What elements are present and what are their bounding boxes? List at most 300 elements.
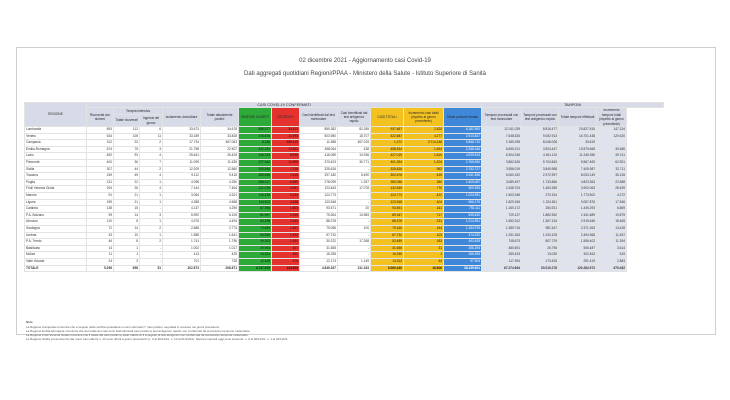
col-header-casi-molecolare: Casi identificati dal test molecolare bbox=[300, 108, 338, 127]
value-cell: 1.017 bbox=[201, 245, 239, 252]
value-cell: 16.701.438 bbox=[559, 133, 597, 140]
value-cell: 154 bbox=[404, 225, 444, 232]
region-name-cell: Puglia bbox=[25, 179, 87, 186]
value-cell: 2.919.646 bbox=[559, 219, 597, 226]
table-row bbox=[25, 153, 664, 160]
value-cell: 183 bbox=[404, 239, 444, 246]
value-cell: 12.174 bbox=[300, 258, 338, 265]
value-cell: 2.688 bbox=[163, 225, 201, 232]
value-cell: 937.667 bbox=[371, 127, 404, 134]
value-cell: 3.201 bbox=[201, 192, 239, 199]
value-cell: 289.433 bbox=[482, 252, 522, 259]
region-name-cell: Umbria bbox=[25, 232, 87, 239]
col-header-dimessi-guariti: DIMESSI/ GUARITI bbox=[239, 108, 272, 127]
value-cell: 2 bbox=[140, 166, 163, 173]
value-cell: 492 bbox=[272, 252, 300, 259]
value-cell: 1 bbox=[114, 245, 140, 252]
value-cell: 10.936 bbox=[338, 153, 371, 160]
value-cell: 280.056 bbox=[371, 179, 404, 186]
value-cell: 10 bbox=[114, 232, 140, 239]
value-cell: 44 bbox=[404, 258, 444, 265]
value-cell: - bbox=[338, 232, 371, 239]
table-row bbox=[25, 146, 664, 153]
value-cell: 46 bbox=[87, 239, 114, 246]
value-cell: 3.614 bbox=[597, 245, 627, 252]
value-cell: 1.552.512 bbox=[482, 219, 522, 226]
value-cell: 506.487 bbox=[559, 245, 597, 252]
value-cell: 729.137 bbox=[482, 212, 522, 219]
value-cell: 202.873 bbox=[163, 265, 201, 272]
table-row bbox=[25, 206, 664, 213]
value-cell: 9.052.913 bbox=[522, 133, 559, 140]
value-cell: 17.268 bbox=[338, 239, 371, 246]
value-cell: 404 bbox=[404, 199, 444, 206]
table-row bbox=[25, 219, 664, 226]
value-cell: 416.089 bbox=[300, 153, 338, 160]
value-cell: 1.741 bbox=[163, 239, 201, 246]
value-cell: 32.711 bbox=[597, 166, 627, 173]
value-cell: 717 bbox=[404, 212, 444, 219]
value-cell: 4 bbox=[140, 186, 163, 193]
value-cell: 2.611.689 bbox=[559, 212, 597, 219]
value-cell: 1.154.978 bbox=[444, 225, 482, 232]
value-cell: 38.139.601 bbox=[444, 265, 482, 272]
value-cell: 22 bbox=[114, 179, 140, 186]
value-cell: 7.405.987 bbox=[559, 166, 597, 173]
value-cell: 21 bbox=[114, 192, 140, 199]
value-cell: 28.499 bbox=[597, 186, 627, 193]
value-cell: 67.732 bbox=[371, 232, 404, 239]
value-cell: 5.296 bbox=[87, 265, 114, 272]
col-header-isolamento: Isolamento domiciliare bbox=[163, 108, 201, 127]
value-cell: 105 bbox=[114, 133, 140, 140]
value-cell: 9.416 bbox=[201, 173, 239, 180]
value-cell: 16.806 bbox=[404, 265, 444, 272]
value-cell: 8.816.477 bbox=[522, 127, 559, 134]
value-cell: 1.609.087 bbox=[444, 179, 482, 186]
value-cell: 476.876 bbox=[239, 133, 272, 140]
value-cell: 1.733.866 bbox=[522, 179, 559, 186]
value-cell: 4.468 bbox=[272, 199, 300, 206]
value-cell: 64.595 bbox=[239, 232, 272, 239]
value-cell: 124.773 bbox=[300, 192, 338, 199]
col-header-deceduti: DECEDUTI bbox=[272, 108, 300, 127]
value-cell: 17.734 bbox=[163, 140, 201, 147]
value-cell: 79.160 bbox=[371, 225, 404, 232]
value-cell: 416.193 bbox=[239, 153, 272, 160]
value-cell: 1 bbox=[404, 252, 444, 259]
table-row bbox=[25, 199, 664, 206]
value-cell: 13.030 bbox=[522, 252, 559, 259]
value-cell: 4.941.110 bbox=[522, 153, 559, 160]
value-cell: 458.064 bbox=[300, 146, 338, 153]
value-cell: 8 bbox=[114, 239, 140, 246]
value-cell: 492.628 bbox=[444, 239, 482, 246]
value-cell: 81.997 bbox=[239, 212, 272, 219]
value-cell: 284.921 bbox=[522, 206, 559, 213]
value-cell: 1.641 bbox=[201, 232, 239, 239]
value-cell: 6.655.221 bbox=[482, 146, 522, 153]
value-cell: 1.389.716 bbox=[482, 225, 522, 232]
value-cell: 11.245.356 bbox=[559, 153, 597, 160]
value-cell: 6.889 bbox=[272, 179, 300, 186]
col-header-ricoverati-sintomi: Ricoverati con sintomi bbox=[87, 108, 114, 127]
value-cell: - bbox=[338, 245, 371, 252]
notes-section bbox=[26, 320, 288, 341]
region-name-cell: Sicilia bbox=[25, 166, 87, 173]
table-row bbox=[25, 179, 664, 186]
value-cell: 26.796 bbox=[522, 245, 559, 252]
value-cell: 8.996 bbox=[272, 153, 300, 160]
covid-data-table bbox=[24, 102, 664, 272]
value-cell: 83.298 bbox=[239, 219, 272, 226]
value-cell: 15.255 bbox=[300, 252, 338, 259]
value-cell: 4.388 bbox=[163, 199, 201, 206]
value-cell: 34.678 bbox=[201, 127, 239, 134]
value-cell: 7.464 bbox=[201, 186, 239, 193]
value-cell: 458.534 bbox=[371, 146, 404, 153]
col-header-ingressi-giorno: Ingressi del giorno bbox=[140, 115, 163, 127]
value-cell: 21 bbox=[114, 199, 140, 206]
value-cell: 6.304.246 bbox=[482, 153, 522, 160]
value-cell: 39.486 bbox=[597, 146, 627, 153]
value-cell: 24 bbox=[87, 258, 114, 265]
value-cell: 1 bbox=[140, 199, 163, 206]
region-name-cell: Liguria bbox=[25, 199, 87, 206]
value-cell: 88.378 bbox=[371, 219, 404, 226]
tests-band-header: TAMPONI bbox=[482, 103, 664, 108]
value-cell: 7 bbox=[140, 160, 163, 167]
value-cell: 14 bbox=[87, 245, 114, 252]
value-cell: 11.457 bbox=[597, 232, 627, 239]
value-cell: 312 bbox=[87, 140, 114, 147]
value-cell: 2.774 bbox=[201, 225, 239, 232]
col-header-casi-antigenico: Casi identificati dal test antigenico rapido bbox=[338, 108, 371, 127]
value-cell: 1.829.265 bbox=[482, 199, 522, 206]
value-cell: 8.046.008 bbox=[522, 140, 559, 147]
value-cell: 1 bbox=[140, 179, 163, 186]
value-cell: 11.895 bbox=[272, 160, 300, 167]
value-cell: 474.022 bbox=[444, 232, 482, 239]
value-cell: 51 bbox=[140, 265, 163, 272]
value-cell: 31.655 bbox=[371, 245, 404, 252]
value-cell: 2.494.368 bbox=[559, 232, 597, 239]
value-cell: 1.503 bbox=[272, 206, 300, 213]
value-cell: 485.419 bbox=[272, 140, 300, 147]
value-cell: 67.732 bbox=[300, 232, 338, 239]
value-cell: 534 bbox=[87, 133, 114, 140]
table-row bbox=[25, 225, 664, 232]
value-cell: 52.489 bbox=[371, 239, 404, 246]
table-row bbox=[25, 186, 664, 193]
value-cell: 13.428 bbox=[597, 225, 627, 232]
value-cell: 4.290 bbox=[201, 206, 239, 213]
value-cell: 701 bbox=[163, 258, 201, 265]
value-cell: 770 bbox=[404, 186, 444, 193]
value-cell: 13.983 bbox=[338, 212, 371, 219]
value-cell: 981.547 bbox=[522, 225, 559, 232]
value-cell: 110 bbox=[87, 219, 114, 226]
region-name-cell: Piemonte bbox=[25, 160, 87, 167]
value-cell: 4.277 bbox=[404, 133, 444, 140]
value-cell: 294 bbox=[87, 186, 114, 193]
col-header-casi-totali: CASI TOTALI bbox=[371, 108, 404, 127]
value-cell: 29.993 bbox=[239, 245, 272, 252]
value-cell: 231 bbox=[404, 219, 444, 226]
value-cell: 5.856.710 bbox=[444, 140, 482, 147]
value-cell: 893 bbox=[87, 127, 114, 134]
value-cell: 4.494 bbox=[201, 219, 239, 226]
value-cell: 1 bbox=[140, 232, 163, 239]
value-cell: 97.904 bbox=[444, 258, 482, 265]
value-cell: 1.810 bbox=[404, 153, 444, 160]
value-cell: 377.944 bbox=[239, 160, 272, 167]
value-cell: 1.014.951 bbox=[444, 219, 482, 226]
value-cell: 43 bbox=[87, 232, 114, 239]
col-header-attualmente-positivi: Totale attualmente positivi bbox=[201, 108, 239, 127]
value-cell: 4.098 bbox=[163, 179, 201, 186]
value-cell: 7.218 bbox=[272, 166, 300, 173]
value-cell: 87.398 bbox=[239, 206, 272, 213]
value-cell: 159 bbox=[87, 199, 114, 206]
region-name-cell: Calabria bbox=[25, 206, 87, 213]
value-cell: 121.078 bbox=[239, 186, 272, 193]
value-cell: 1.697 bbox=[272, 225, 300, 232]
col-header-totale-ricoverati: Totale ricoverati bbox=[114, 115, 140, 127]
value-cell: 11.535 bbox=[201, 160, 239, 167]
value-cell: 285.845 bbox=[239, 173, 272, 180]
region-name-cell: Campania bbox=[25, 140, 87, 147]
value-cell: 93.571 bbox=[300, 206, 338, 213]
value-cell: 53.010.278 bbox=[522, 265, 559, 272]
region-name-cell: Veneto bbox=[25, 133, 87, 140]
value-cell: 131 bbox=[87, 179, 114, 186]
value-cell: 114.512 bbox=[239, 199, 272, 206]
value-cell: 2.972.997 bbox=[522, 173, 559, 180]
value-cell: 100 bbox=[338, 225, 371, 232]
value-cell: 132.539 bbox=[371, 186, 404, 193]
value-cell: 33.189 bbox=[163, 133, 201, 140]
value-cell: 535.632 bbox=[444, 212, 482, 219]
value-cell: 413 bbox=[163, 252, 201, 259]
region-header: REGIONE bbox=[25, 103, 87, 127]
value-cell: 88.378 bbox=[300, 219, 338, 226]
value-cell: 2.883 bbox=[597, 258, 627, 265]
value-cell: 615 bbox=[404, 173, 444, 180]
value-cell: 49.741 bbox=[597, 153, 627, 160]
table-row bbox=[25, 140, 664, 147]
value-cell: 14 bbox=[114, 212, 140, 219]
value-cell: 1.503.348 bbox=[482, 192, 522, 199]
value-cell: 147.134 bbox=[597, 127, 627, 134]
value-cell: 1.588 bbox=[163, 232, 201, 239]
value-cell: 13.323 bbox=[371, 258, 404, 265]
table-row bbox=[25, 258, 664, 265]
value-cell: 1.556.402 bbox=[559, 239, 597, 246]
value-cell: 1.773.502 bbox=[559, 192, 597, 199]
value-cell: 44 bbox=[114, 166, 140, 173]
value-cell: 1.024.951 bbox=[444, 192, 482, 199]
value-cell: 7.144 bbox=[163, 186, 201, 193]
value-cell: 208.871 bbox=[201, 265, 239, 272]
value-cell: 3.924.447 bbox=[522, 146, 559, 153]
value-cell: 2 bbox=[140, 225, 163, 232]
value-cell: 12.209 bbox=[163, 166, 201, 173]
value-cell: 91 bbox=[87, 192, 114, 199]
value-cell: 2.752.727 bbox=[444, 166, 482, 173]
value-cell: 3.556.019 bbox=[482, 166, 522, 173]
value-cell: 698 bbox=[114, 265, 140, 272]
value-cell: 18.707 bbox=[338, 133, 371, 140]
value-cell: 2.545 bbox=[272, 219, 300, 226]
value-cell: 1.149 bbox=[338, 258, 371, 265]
value-cell: 19.875 bbox=[597, 212, 627, 219]
value-cell: 138 bbox=[87, 206, 114, 213]
value-cell: 522.687 bbox=[371, 133, 404, 140]
value-cell: 33.828 bbox=[201, 133, 239, 140]
value-cell: 11 bbox=[87, 252, 114, 259]
value-cell: 1.243.105 bbox=[522, 232, 559, 239]
value-cell: 173.425 bbox=[522, 258, 559, 265]
value-cell: 6 bbox=[140, 127, 163, 134]
region-name-cell: Friuli Venezia Giulia bbox=[25, 186, 87, 193]
value-cell: 4.272 bbox=[597, 192, 627, 199]
value-cell: 2 bbox=[140, 239, 163, 246]
value-cell: 5.060.430 bbox=[371, 265, 404, 272]
col-header-tamponi-antigenico: Tamponi processati con test antigenico rapido bbox=[522, 108, 559, 127]
value-cell: 1.160.172 bbox=[482, 206, 522, 213]
table-row bbox=[25, 133, 664, 140]
value-cell: 211.163 bbox=[338, 265, 371, 272]
table-row bbox=[25, 166, 664, 173]
note-line: La Regione Campania comunica che a seguito della verifica quotidiana si sono eliminati n° casi positivi, segnalati in eccesso nei giorni precedenti. bbox=[26, 325, 220, 329]
value-cell: 1 bbox=[114, 252, 140, 259]
value-cell: 7.415 bbox=[272, 173, 300, 180]
value-cell: 3.849.968 bbox=[522, 166, 559, 173]
note-line: La Regione Friuli Venezia Giulia comunica che il totale dei casi positivi è stato ridotto di 3 a seguito di test antigenici non confermati da successivo tampone molecolare. bbox=[26, 333, 249, 337]
value-cell: - bbox=[140, 245, 163, 252]
value-cell: 6.105 bbox=[201, 212, 239, 219]
value-cell: 297.180 bbox=[300, 173, 338, 180]
value-cell: 305.848 bbox=[239, 166, 272, 173]
region-name-cell: Emilia-Romagna bbox=[25, 146, 87, 153]
region-name-cell: Marche bbox=[25, 192, 87, 199]
value-cell: 3.084 bbox=[163, 192, 201, 199]
value-cell: 270.154 bbox=[522, 192, 559, 199]
value-cell: 112 bbox=[114, 127, 140, 134]
value-cell: 22.688 bbox=[597, 179, 627, 186]
value-cell: 11.993 bbox=[272, 133, 300, 140]
value-cell: 4.376 bbox=[163, 219, 201, 226]
note-line: La Regione Emilia-Romagna comunica che del totale dei casi sono stati eliminati casi positivi a test antigenico rapido non confermati da successivo tampone molecolare. bbox=[26, 329, 251, 333]
value-cell: 438 bbox=[338, 146, 371, 153]
value-cell: 12.449 bbox=[239, 258, 272, 265]
value-cell: 627 bbox=[272, 245, 300, 252]
value-cell: 302.676 bbox=[371, 173, 404, 180]
value-cell: 728 bbox=[201, 258, 239, 265]
value-cell: 17.546 bbox=[597, 199, 627, 206]
region-name-cell: Valle d'Aosta bbox=[25, 258, 87, 265]
value-cell: 124.773 bbox=[371, 192, 404, 199]
value-cell: 89.347 bbox=[371, 212, 404, 219]
value-cell: 692 bbox=[87, 153, 114, 160]
value-cell: 9.567.469 bbox=[559, 160, 597, 167]
value-cell: 868.577 bbox=[239, 127, 272, 134]
value-cell: 120.620 bbox=[597, 133, 627, 140]
value-cell: 1.245 bbox=[272, 212, 300, 219]
region-name-cell: Sardegna bbox=[25, 225, 87, 232]
value-cell: 116.438 bbox=[239, 192, 272, 199]
value-cell: 302.463 bbox=[559, 252, 597, 259]
value-cell: 401.394 bbox=[371, 160, 404, 167]
value-cell: 3.341.556 bbox=[444, 173, 482, 180]
value-cell: 909.353 bbox=[444, 186, 482, 193]
col-header-incremento-casi: Incremento casi totali (rispetto al giorno precedente) bbox=[404, 108, 444, 127]
value-cell: 2.438.704 bbox=[482, 186, 522, 193]
value-cell: 7.648.525 bbox=[482, 133, 522, 140]
value-cell: 4.137 bbox=[163, 206, 201, 213]
value-cell: 31 bbox=[404, 245, 444, 252]
value-cell: 4.929.815 bbox=[444, 153, 482, 160]
value-cell: 855.382 bbox=[300, 127, 338, 134]
value-cell: 134.003 bbox=[272, 265, 300, 272]
value-cell: 10.579.668 bbox=[559, 146, 597, 153]
col-header-persone-testate: Totale persone testate bbox=[444, 108, 482, 127]
value-cell: 1.882.552 bbox=[522, 212, 559, 219]
value-cell: 74.489 bbox=[239, 225, 272, 232]
value-cell: 3.057.876 bbox=[559, 199, 597, 206]
value-cell: 5.490 bbox=[338, 173, 371, 180]
value-cell: 748.673 bbox=[482, 239, 522, 246]
value-cell: 2.620 bbox=[404, 127, 444, 134]
value-cell: - bbox=[338, 166, 371, 173]
value-cell: 1.392 bbox=[272, 239, 300, 246]
value-cell: 103 bbox=[404, 232, 444, 239]
value-cell: 792.111 bbox=[444, 206, 482, 213]
value-cell: 20 bbox=[338, 206, 371, 213]
value-cell: 18.465 bbox=[597, 219, 627, 226]
value-cell: - bbox=[338, 219, 371, 226]
value-cell: 422 bbox=[404, 192, 444, 199]
value-cell: 350 bbox=[404, 179, 444, 186]
value-cell: 36 bbox=[114, 160, 140, 167]
value-cell: 123.548 bbox=[371, 199, 404, 206]
value-cell: 1.367.134 bbox=[522, 219, 559, 226]
value-cell: 3.902.063 bbox=[559, 186, 597, 193]
region-name-cell: Abruzzo bbox=[25, 219, 87, 226]
value-cell: 13.833 bbox=[272, 146, 300, 153]
value-cell: 75.364 bbox=[300, 212, 338, 219]
value-cell: 9.112 bbox=[163, 173, 201, 180]
value-cell: 307 bbox=[87, 166, 114, 173]
region-name-cell: Lazio bbox=[25, 153, 87, 160]
value-cell: - bbox=[140, 258, 163, 265]
value-cell: 5.704.843 bbox=[522, 160, 559, 167]
value-cell: 3 bbox=[114, 258, 140, 265]
value-cell: 4 bbox=[140, 173, 163, 180]
value-cell: 93.591 bbox=[371, 206, 404, 213]
value-cell: 278.099 bbox=[300, 179, 338, 186]
value-cell: 325.626 bbox=[371, 166, 404, 173]
value-cell: 3.134 bbox=[272, 192, 300, 199]
bulletin-subtitle: Dati aggregati quotidiani Regioni/PPAA - Ministero della Salute - Istituto Superiore di Sanità bbox=[243, 71, 487, 77]
value-cell: 12.560 bbox=[201, 166, 239, 173]
value-cell: 82.285 bbox=[338, 127, 371, 134]
value-cell: 120.284.972 bbox=[559, 265, 597, 272]
value-cell: - bbox=[140, 252, 163, 259]
value-cell: 1.002 bbox=[163, 245, 201, 252]
value-cell: 1.463.359 bbox=[522, 186, 559, 193]
